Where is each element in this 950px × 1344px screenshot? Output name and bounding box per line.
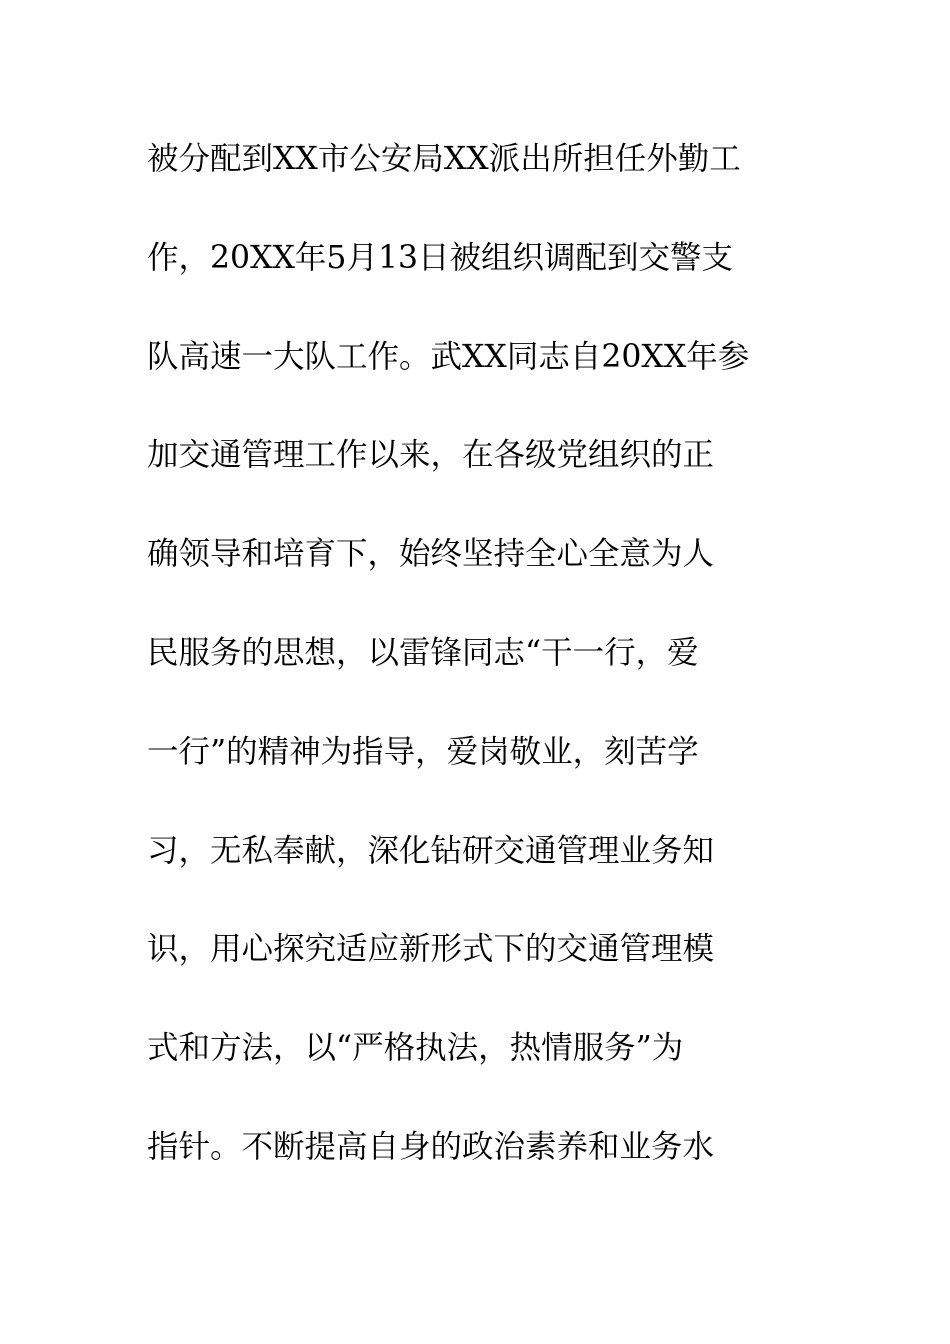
- text-line-10: 式和方法，以“严格执法，热情服务”为: [147, 1030, 684, 1067]
- text-line-1: 被分配到XX市公安局XX派出所担任外勤工: [147, 141, 741, 177]
- text-line-9: 识，用心探究适应新形式下的交通管理模: [147, 931, 715, 968]
- text-line-4: 加交通管理工作以来，在各级党组织的正: [147, 437, 715, 474]
- text-line-6: 民服务的思想，以雷锋同志“干一行，爱: [147, 634, 699, 671]
- text-line-5: 确领导和培育下，始终坚持全心全意为人: [147, 536, 715, 573]
- text-line-11: 指针。不断提高自身的政治素养和业务水: [147, 1128, 715, 1165]
- text-line-8: 习，无私奉献，深化钻研交通管理业务知: [147, 832, 715, 869]
- text-line-7: 一行”的精神为指导，爱岗敬业，刻苦学: [147, 733, 699, 770]
- body-paragraph: [147, 126, 827, 1213]
- text-line-2: 作，20XX年5月13日被组织调配到交警支: [147, 239, 734, 276]
- text-line-3: 队高速一大队工作。武XX同志自20XX年参: [147, 338, 750, 375]
